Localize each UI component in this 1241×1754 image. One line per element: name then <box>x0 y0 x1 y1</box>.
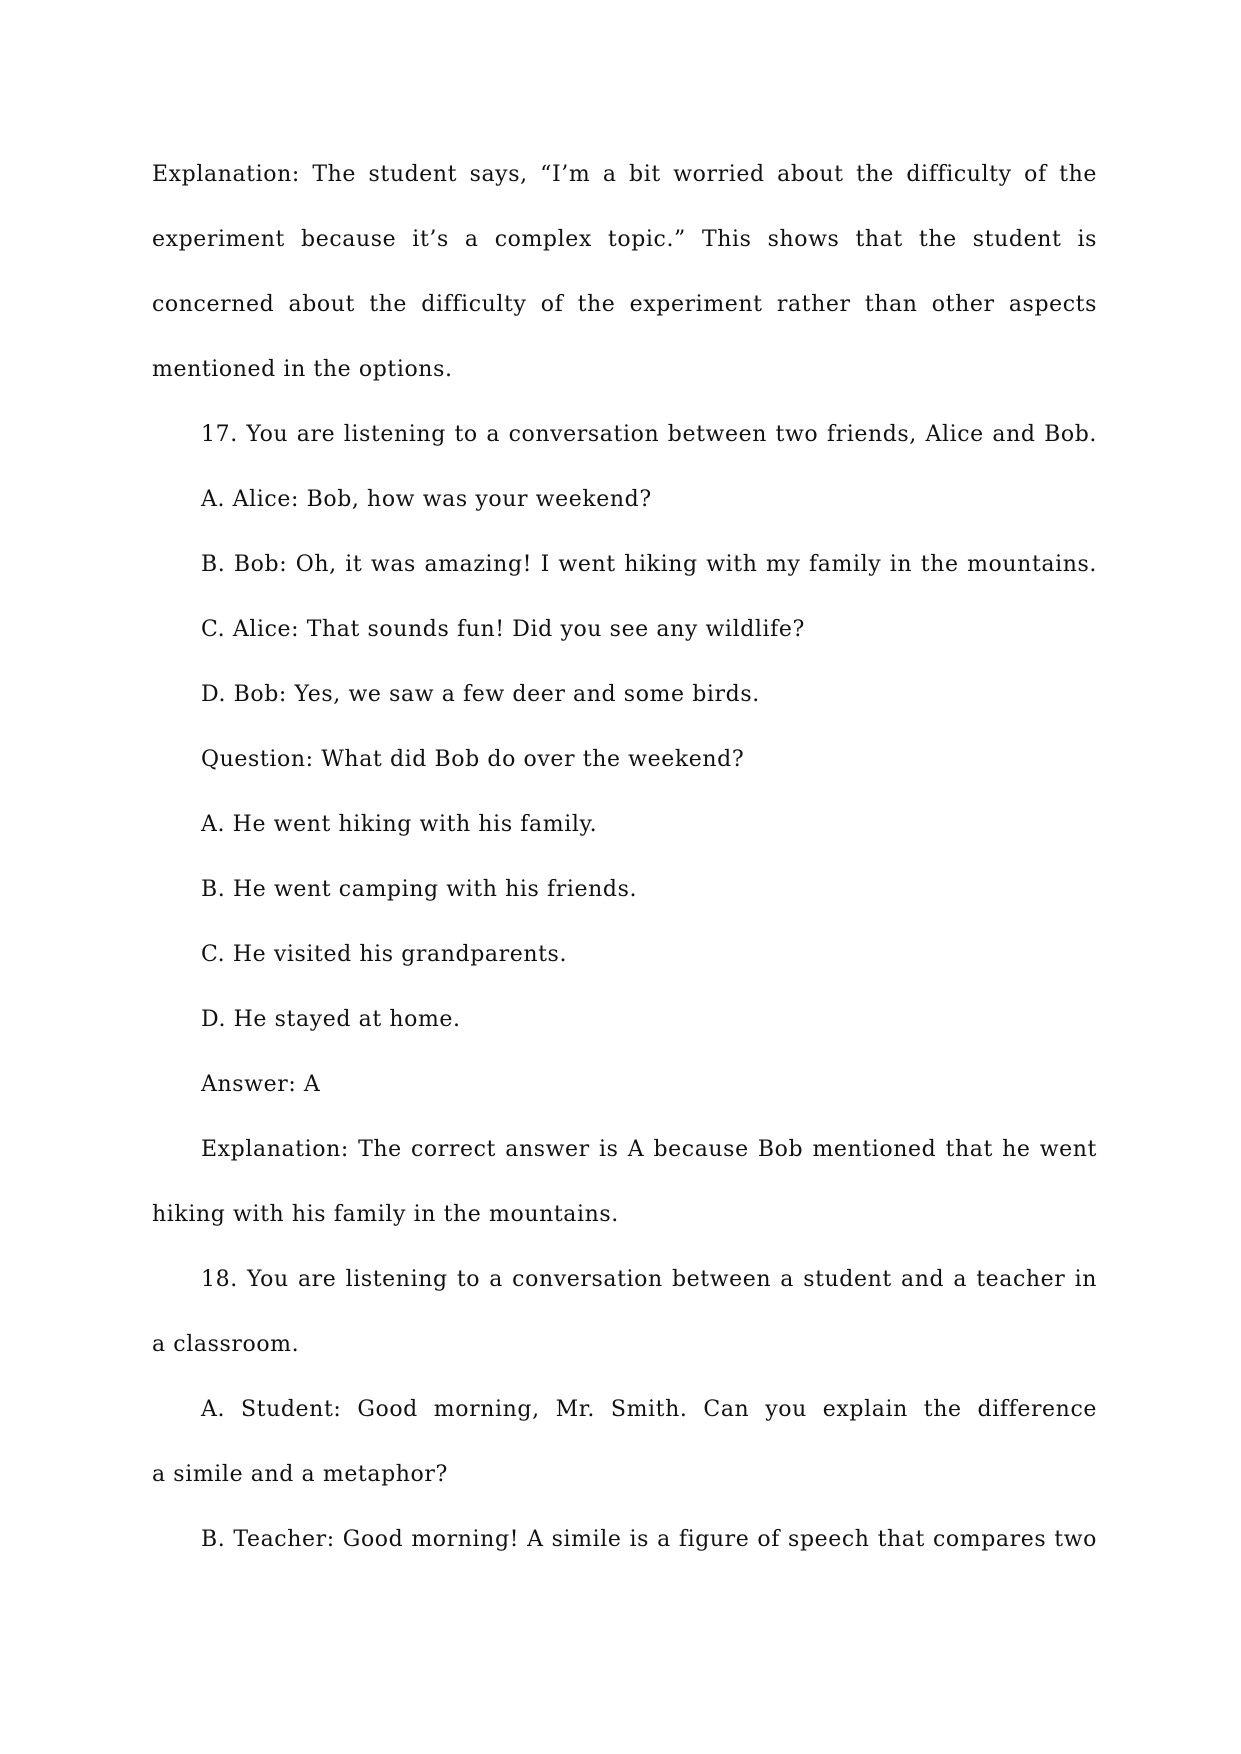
text-line: B. Bob: Oh, it was amazing! I went hiking with my family in the mountains. <box>201 552 1097 577</box>
text-line: B. Teacher: Good morning! A simile is a figure of speech that compares two <box>201 1527 1097 1552</box>
text-line: experiment because it’s a complex topic.” This shows that the student is <box>152 227 1097 252</box>
text-line: D. Bob: Yes, we saw a few deer and some birds. <box>201 682 760 707</box>
text-line: mentioned in the options. <box>152 357 453 382</box>
text-line: hiking with his family in the mountains. <box>152 1202 619 1227</box>
text-line: D. He stayed at home. <box>201 1007 461 1032</box>
text-line: a classroom. <box>152 1332 300 1357</box>
text-line: C. He visited his grandparents. <box>201 942 568 967</box>
text-line: a simile and a metaphor? <box>152 1462 448 1487</box>
text-line: A. Alice: Bob, how was your weekend? <box>201 487 652 512</box>
text-line: A. Student: Good morning, Mr. Smith. Can you explain the difference <box>201 1397 1097 1422</box>
text-line: concerned about the difficulty of the experiment rather than other aspects <box>152 292 1097 317</box>
text-line: Explanation: The correct answer is A because Bob mentioned that he went <box>201 1137 1097 1162</box>
text-line: Answer: A <box>201 1072 321 1097</box>
text-line: C. Alice: That sounds fun! Did you see any wildlife? <box>201 617 805 642</box>
text-line: 18. You are listening to a conversation between a student and a teacher in <box>201 1267 1097 1292</box>
text-line: Explanation: The student says, “I’m a bit worried about the difficulty of the <box>152 162 1097 187</box>
document-page <box>152 142 1097 1572</box>
text-line: 17. You are listening to a conversation between two friends, Alice and Bob. <box>201 422 1097 447</box>
text-line: A. He went hiking with his family. <box>201 812 598 837</box>
text-line: B. He went camping with his friends. <box>201 877 638 902</box>
text-line: Question: What did Bob do over the weekend? <box>201 747 745 772</box>
